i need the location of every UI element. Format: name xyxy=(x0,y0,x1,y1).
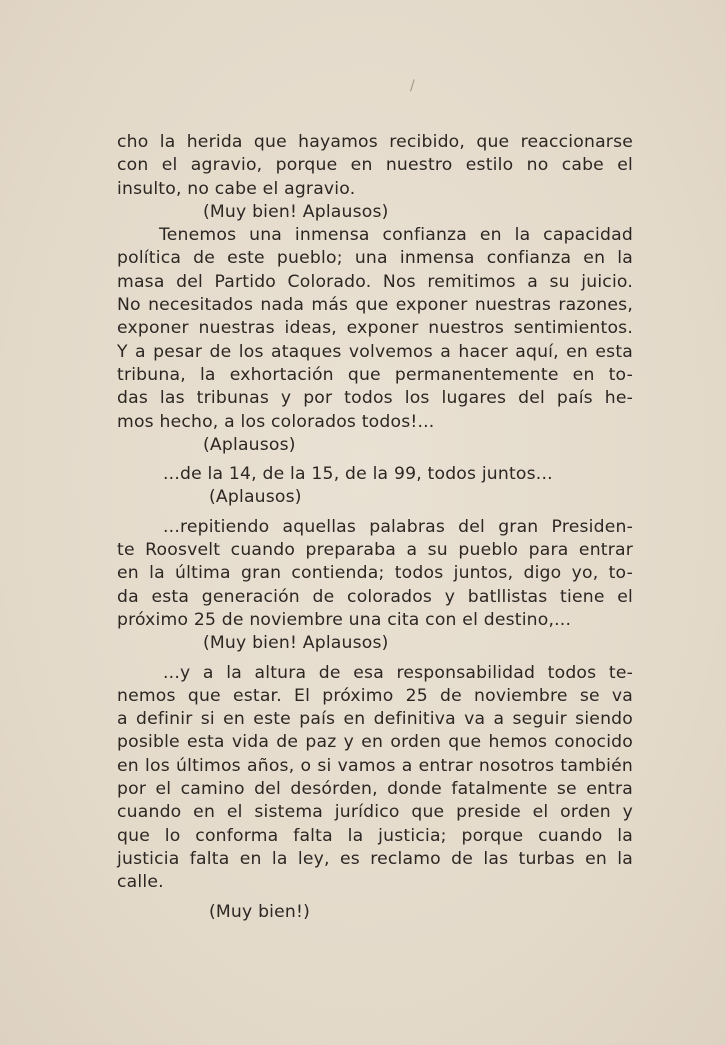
text-line: da esta generación de colorados y batllistas tiene el xyxy=(117,586,633,607)
text-line: a definir si en este país en definitiva va a seguir siendo xyxy=(117,709,633,730)
text-line: próximo 25 de noviembre una cita con el destino,... xyxy=(117,609,572,630)
text-line: nemos que estar. El próximo 25 de noviembre se va xyxy=(117,685,633,706)
text-line: cuando en el sistema jurídico que preside el orden y xyxy=(117,802,633,823)
text-line: con el agravio, porque en nuestro estilo no cabe el xyxy=(117,155,633,176)
applause-note: (Muy bien! Aplausos) xyxy=(203,633,389,654)
text-line: cho la herida que hayamos recibido, que reaccionarse xyxy=(117,132,633,152)
text-line: mos hecho, a los colorados todos!... xyxy=(117,411,435,432)
applause-note: (Aplausos) xyxy=(203,434,296,455)
text-line: das las tribunas y por todos los lugares del país he- xyxy=(117,388,633,409)
text-line: tribuna, la exhortación que permanentemente en to- xyxy=(117,364,633,385)
text-line: exponer nuestras ideas, exponer nuestros sentimientos. xyxy=(117,318,633,339)
text-line: Y a pesar de los ataques volvemos a hacer aquí, en esta xyxy=(117,341,633,362)
top-mark: / xyxy=(410,78,415,94)
text-line: ...de la 14, de la 15, de la 99, todos juntos... xyxy=(163,464,553,485)
text-line: ...repitiendo aquellas palabras del gran Presiden- xyxy=(163,516,633,537)
text-line: en la última gran contienda; todos juntos, digo yo, to- xyxy=(117,563,633,584)
text-line: insulto, no cabe el agravio. xyxy=(117,178,356,199)
applause-note: (Muy bien!) xyxy=(209,901,311,922)
text-line: te Roosvelt cuando preparaba a su pueblo para entrar xyxy=(117,540,633,561)
text-line: calle. xyxy=(117,872,164,893)
text-line: posible esta vida de paz y en orden que hemos conocido xyxy=(117,732,633,753)
text-line: en los últimos años, o si vamos a entrar nosotros también xyxy=(117,755,633,776)
text-line: justicia falta en la ley, es reclamo de las turbas en la xyxy=(117,848,633,869)
text-line: política de este pueblo; una inmensa confianza en la xyxy=(117,248,633,269)
applause-note: (Aplausos) xyxy=(209,487,302,508)
text-line: que lo conforma falta la justicia; porque cuando la xyxy=(117,825,633,846)
speech-text xyxy=(117,131,633,924)
text-line: por el camino del desórden, donde fatalmente se entra xyxy=(117,779,633,800)
text-line: masa del Partido Colorado. Nos remitimos a su juicio. xyxy=(117,271,633,292)
applause-note: (Muy bien! Aplausos) xyxy=(203,201,389,222)
text-line: ...y a la altura de esa responsabilidad todos te- xyxy=(163,662,633,683)
text-line: Tenemos una inmensa confianza en la capacidad xyxy=(159,225,633,246)
text-line: No necesitados nada más que exponer nuestras razones, xyxy=(117,295,633,316)
